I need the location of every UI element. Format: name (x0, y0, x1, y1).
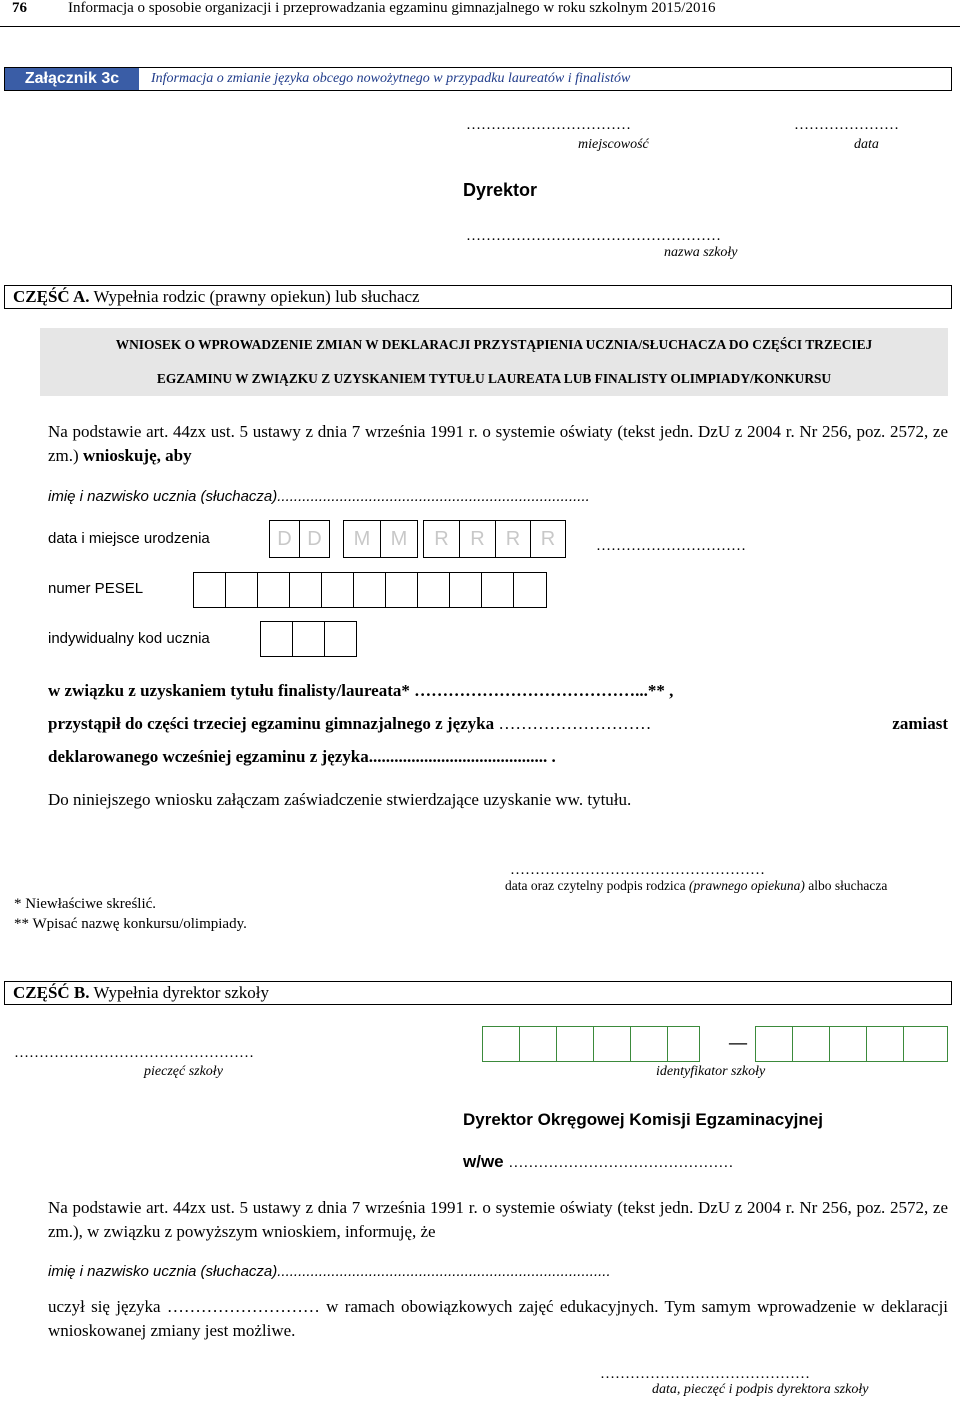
pesel-box-11[interactable] (513, 572, 547, 608)
footnote-two: ** Wpisać nazwę konkursu/olimpiady. (14, 916, 247, 932)
exam-language-dots[interactable]: ……………………… (498, 714, 652, 733)
school-id-box-10[interactable] (866, 1026, 904, 1062)
student-code-box-2[interactable] (292, 621, 325, 657)
pesel-box-6[interactable] (353, 572, 386, 608)
page-number: 76 (12, 0, 27, 16)
date-dots[interactable]: ………………… (794, 117, 899, 133)
part-a-heading (13, 286, 420, 308)
footnote-one: * Niewłaściwe skreślić. (14, 896, 157, 912)
date-box-day-1[interactable]: D (269, 520, 300, 558)
school-id-box-3[interactable] (556, 1026, 594, 1062)
header-title: Informacja o sposobie organizacji i przeprowadzania egzaminu gimnazjalnego w roku szkolnym 2015/2016 (68, 0, 716, 16)
request-title-line2: EGZAMINU W ZWIĄZKU Z UZYSKANIEM TYTUŁU LAUREATA LUB FINALISTY OLIMPIADY/KONKURSU (156, 371, 832, 386)
recipient-ww: w/we (463, 1152, 504, 1171)
parent-signature-label-start: data oraz czytelny podpis rodzica (505, 878, 686, 893)
part-a-bar (4, 285, 952, 309)
parent-signature-dots[interactable]: …………………………………………… (510, 862, 765, 878)
student-code-boxes[interactable] (260, 621, 357, 657)
header-divider (0, 26, 960, 27)
part-b-text: Wypełnia dyrektor szkoły (93, 983, 270, 1002)
part-b-prefix: CZĘŚĆ B. (13, 983, 90, 1002)
part-b-bar (4, 981, 952, 1005)
recipient-city-dots[interactable]: ……………………………………… (508, 1155, 734, 1171)
school-id-box-9[interactable] (829, 1026, 867, 1062)
statement-language-end: zamiast (892, 714, 948, 733)
parent-signature-label-italic: (prawnego opiekuna) (689, 878, 805, 893)
language-studied-start: uczył się języka (48, 1297, 161, 1316)
place-label: miejscowość (578, 137, 649, 152)
student-code-box-3[interactable] (324, 621, 357, 657)
pesel-box-1[interactable] (193, 572, 226, 608)
school-id-box-11[interactable] (903, 1026, 948, 1062)
pesel-box-2[interactable] (225, 572, 258, 608)
director-signature-dots[interactable]: …………………………………… (600, 1366, 810, 1382)
statement-declared-line: deklarowanego wcześniej egzaminu z języka.......................................... . (48, 747, 556, 766)
part-b-student-name-field[interactable]: imię i nazwisko ucznia (słuchacza)................................................................................ (48, 1263, 611, 1280)
school-stamp-dots[interactable]: ………………………………………… (14, 1045, 254, 1061)
recipient-title: Dyrektor Okręgowej Komisji Egzaminacyjnej (463, 1110, 823, 1129)
place-dots[interactable]: …………………………… (466, 117, 631, 133)
date-label: data (854, 137, 879, 152)
school-id-label: identyfikator szkoły (656, 1064, 766, 1079)
student-code-label: indywidualny kod ucznia (48, 630, 210, 647)
statement-title-line: w związku z uzyskaniem tytułu finalisty/laureata* …………………………………...** , (48, 681, 674, 700)
pesel-box-10[interactable] (481, 572, 514, 608)
student-code-box-1[interactable] (260, 621, 293, 657)
recipient-city-line (463, 1152, 733, 1172)
part-a-prefix: CZĘŚĆ A. (13, 287, 90, 306)
school-id-box-5[interactable] (630, 1026, 668, 1062)
pesel-label: numer PESEL (48, 580, 144, 597)
attachment-title: Informacja o zmianie języka obcego nowożytnego w przypadku laureatów i finalistów (151, 71, 631, 86)
part-b-heading (13, 982, 269, 1004)
school-id-box-1[interactable] (482, 1026, 520, 1062)
school-id-dash: — (729, 1032, 747, 1052)
legal-basis-b: Na podstawie art. 44zx ust. 5 ustawy z dnia 7 września 1991 r. o systemie oświaty (tekst jedn. DzU z 2004 r. Nr 256, poz. 2572, ze zm.), w związku z powyższym wnioskiem, informuję, że (48, 1198, 948, 1241)
parent-signature-label-end: albo słuchacza (808, 878, 888, 893)
legal-basis-a-text: Na podstawie art. 44zx ust. 5 ustawy z dnia 7 września 1991 r. o systemie oświaty (tekst jedn. DzU z 2004 r. Nr 256, poz. 2572, ze zm.) (48, 422, 948, 465)
part-a-text: Wypełnia rodzic (prawny opiekun) lub słuchacz (93, 287, 420, 306)
legal-basis-a-tail: wnioskuję, aby (82, 446, 192, 465)
date-box-month-2[interactable]: M (380, 520, 418, 558)
school-id-box-6[interactable] (667, 1026, 700, 1062)
date-box-year-3[interactable]: R (495, 520, 531, 558)
school-name-dots[interactable]: …………………………………………… (466, 228, 721, 244)
school-id-boxes-left[interactable] (482, 1026, 700, 1062)
birth-place-dots[interactable]: ………………………… (596, 538, 746, 554)
statement-language-start: przystąpił do części trzeciej egzaminu gimnazjalnego z języka (48, 714, 495, 733)
school-id-box-4[interactable] (593, 1026, 631, 1062)
date-box-month-1[interactable]: M (343, 520, 381, 558)
school-stamp-label: pieczęć szkoły (144, 1064, 223, 1079)
pesel-boxes[interactable] (193, 572, 547, 608)
pesel-box-5[interactable] (321, 572, 354, 608)
school-name-label: nazwa szkoły (664, 245, 738, 260)
school-id-boxes-right[interactable] (755, 1026, 948, 1062)
request-title-box (40, 328, 948, 396)
date-box-year-1[interactable]: R (423, 520, 460, 558)
pesel-box-4[interactable] (289, 572, 322, 608)
school-id-box-2[interactable] (519, 1026, 557, 1062)
birth-date-label: data i miejsce urodzenia (48, 530, 210, 547)
legal-basis-a (48, 420, 948, 468)
attachment-label: Załącznik 3c (5, 68, 139, 90)
language-studied-dots[interactable]: ……………………… (166, 1297, 320, 1316)
school-id-box-7[interactable] (755, 1026, 793, 1062)
school-id-box-8[interactable] (792, 1026, 830, 1062)
birth-date-boxes[interactable] (269, 520, 565, 558)
date-box-year-4[interactable]: R (530, 520, 566, 558)
parent-signature-label (505, 878, 887, 894)
date-box-day-2[interactable]: D (299, 520, 330, 558)
pesel-box-7[interactable] (385, 572, 418, 608)
attachment-bar (4, 67, 952, 91)
pesel-box-3[interactable] (257, 572, 290, 608)
addressee-title: Dyrektor (463, 180, 538, 200)
attachment-note: Do niniejszego wniosku załączam zaświadczenie stwierdzające uzyskanie ww. tytułu. (48, 790, 632, 809)
pesel-box-8[interactable] (417, 572, 450, 608)
statement-language-line (48, 714, 948, 734)
director-signature-label: data, pieczęć i podpis dyrektora szkoły (652, 1382, 869, 1397)
date-box-year-2[interactable]: R (459, 520, 496, 558)
request-title-line1: WNIOSEK O WPROWADZENIE ZMIAN W DEKLARACJI PRZYSTĄPIENIA UCZNIA/SŁUCHACZA DO CZĘŚCI TRZECIEJ (115, 337, 873, 352)
language-studied-paragraph (48, 1295, 948, 1343)
student-name-field[interactable]: imię i nazwisko ucznia (słuchacza)........................................................................... (48, 488, 590, 505)
pesel-box-9[interactable] (449, 572, 482, 608)
language-studied-end: w ramach obowiązkowych zajęć edukacyjnych. Tym samym wprowadzenie w deklaracji wnioskowanej zmiany jest możliwe. (48, 1297, 949, 1340)
